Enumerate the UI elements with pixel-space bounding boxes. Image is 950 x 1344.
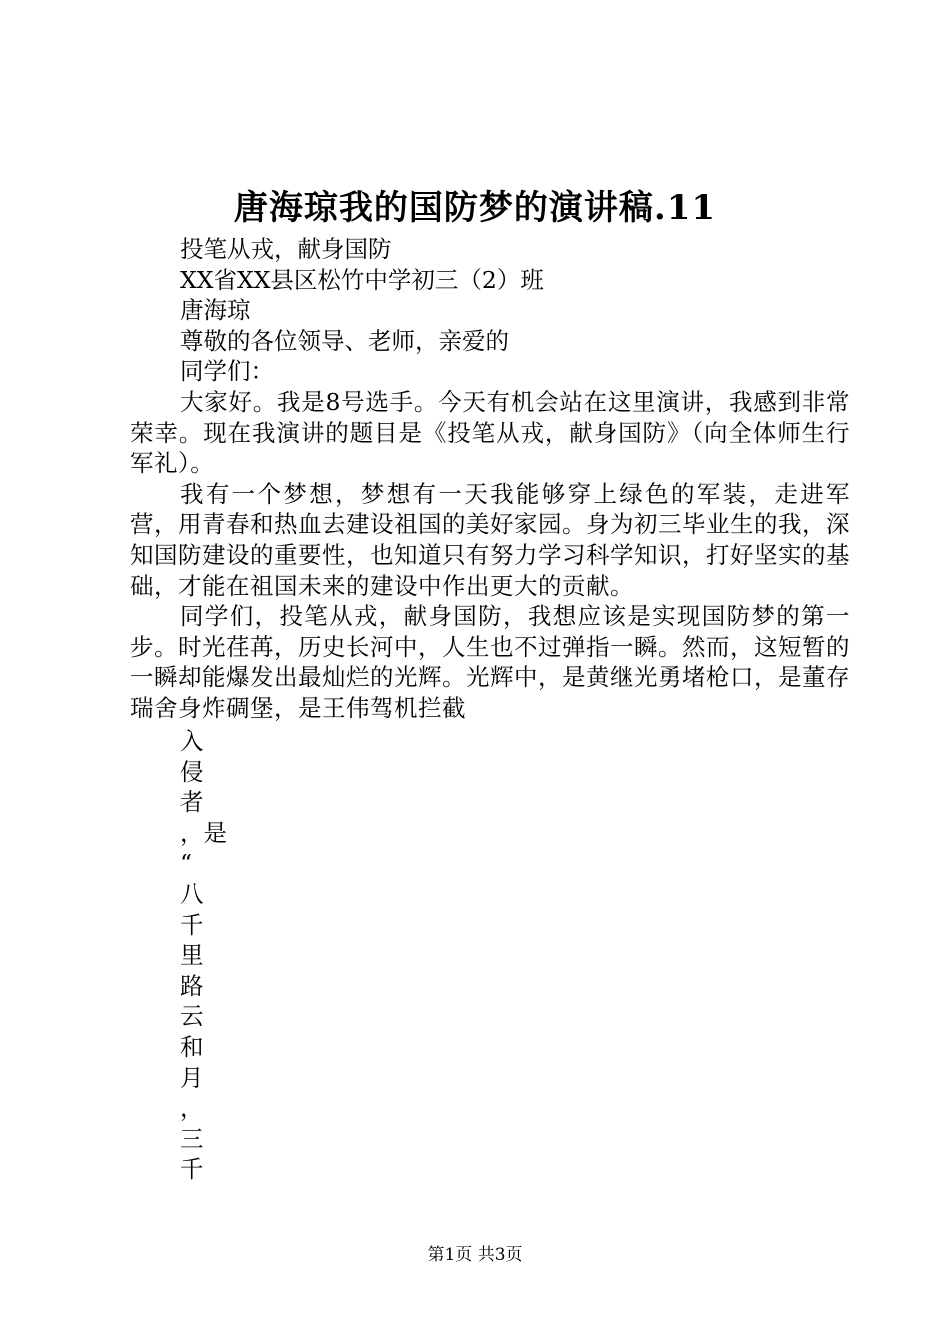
vertical-char: “ [180,849,193,878]
author-line: 唐海琼 [180,296,251,325]
vertical-char: ，是 [180,818,227,847]
document-title: 唐海琼我的国防梦的演讲稿.11 [233,188,717,228]
vertical-char: 和 [180,1032,204,1061]
school-line: XX省XX县区松竹中学初三（2）班 [180,265,544,294]
vertical-char: 里 [180,941,204,970]
vertical-char: 八 [180,879,204,908]
vertical-char: 月 [180,1063,204,1092]
paragraph-1: 大家好。我是8号选手。今天有机会站在这里演讲，我感到非常荣幸。现在我演讲的题目是《投笔从戎，献身国防》（向全体师生行军礼）。 [130,387,850,478]
subtitle-line: 投笔从戎，献身国防 [180,235,392,263]
paragraph-2: 我有一个梦想，梦想有一天我能够穿上绿色的军装，走进军营，用青春和热血去建设祖国的美好家园。身为初三毕业生的我，深知国防建设的重要性，也知道只有努力学习科学知识，打好坚实的基础，才能在祖国未来的建设中作出更大的贡献。 [130,479,850,600]
vertical-char: ， [180,1094,204,1123]
vertical-char: 入 [180,727,204,755]
paragraph-3: 同学们，投笔从戎，献身国防，我想应该是实现国防梦的第一步。时光荏苒，历史长河中，人生也不过弹指一瞬。然而，这短暂的一瞬却能爆发出最灿烂的光辉。光辉中，是黄继光勇堵枪口，是董存瑞舍身炸碉堡，是王伟驾机拦截 [130,602,850,722]
vertical-char: 者 [180,788,204,817]
vertical-char: 千 [180,910,204,939]
page-footer: 第1页 共3页 [427,1245,523,1265]
vertical-text-column [180,726,240,1185]
vertical-char: 云 [180,1002,204,1031]
vertical-char: 千 [180,1155,204,1184]
salutation-line: 尊敬的各位领导、老师，亲爱的 [180,326,509,355]
vertical-char: 三 [180,1124,204,1153]
document-body [130,234,850,724]
vertical-char: 路 [180,971,204,1000]
vertical-char: 侵 [180,757,204,786]
salutation-line-2: 同学们： [180,357,274,386]
